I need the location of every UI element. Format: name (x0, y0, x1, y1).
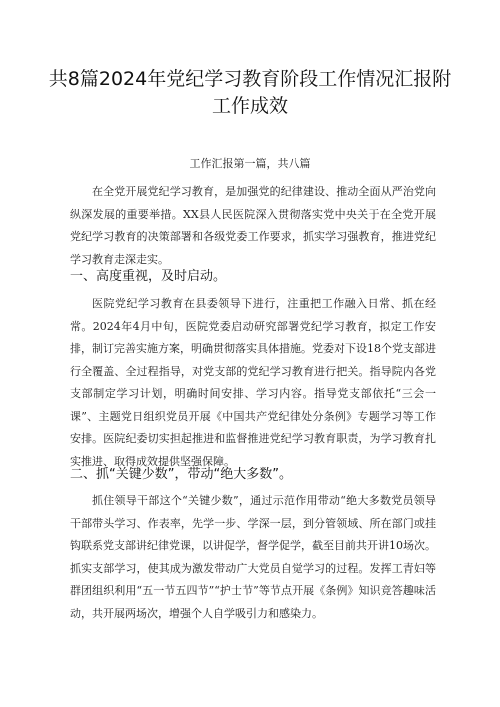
section-body-2: 抓住领导干部这个“关键少数”，通过示范作用带动“绝大多数党员领导干部带头学习、作表率，先学一步、学深一层，到分管领域、所在部门或挂钩联系党支部讲纪律党课，以讲促学，督学促学，截至目前共开讲10场次。抓实支部学习，使其成为激发带动广大党员自觉学习的过程。发挥工青妇等群团组织利用“五一节五四节”“护士节”等节点开展《条例》知识竞答趣味活动，共开展两场次，增强个人自学吸引力和感染力。 (70, 494, 436, 620)
section-body-1: 医院党纪学习教育在县委领导下进行，注重把工作融入日常、抓在经常。2024年4月中旬，医院党委启动研究部署党纪学习教育，拟定工作安排，制订完善实施方案，明确贯彻落实具体措施。党委对下设18个党支部进行全覆盖、全过程指导，对党支部的党纪学习教育进行把关。指导院内各党支部制定学习计划，明确时间安排、学习内容。指导党支部依托“三会一课”、主题党日组织党员开展《中国共产党纪律处分条例》专题学习等工作安排。医院纪委切实担起推进和监督推进党纪学习教育职责，为学习教育扎实推进、取得成效提供坚强保障。 (70, 297, 436, 468)
intro-paragraph: 在全党开展党纪学习教育，是加强党的纪律建设、推动全面从严治党向纵深发展的重要举措。XX县人民医院深入贯彻落实党中央关于在全党开展党纪学习教育的决策部署和各级党委工作要求，抓实学习强教育，推进党纪学习教育走深走实。 (70, 185, 436, 266)
section-heading-1: 一、高度重视，及时启动。 (70, 269, 227, 284)
document-subtitle: 工作汇报第一篇，共八篇 (189, 157, 311, 170)
document-title: 共8篇2024年党纪学习教育阶段工作情况汇报附工作成效 (48, 68, 452, 117)
section-heading-2: 二、抓“关键少数”，带动“绝大多数”。 (70, 467, 292, 482)
